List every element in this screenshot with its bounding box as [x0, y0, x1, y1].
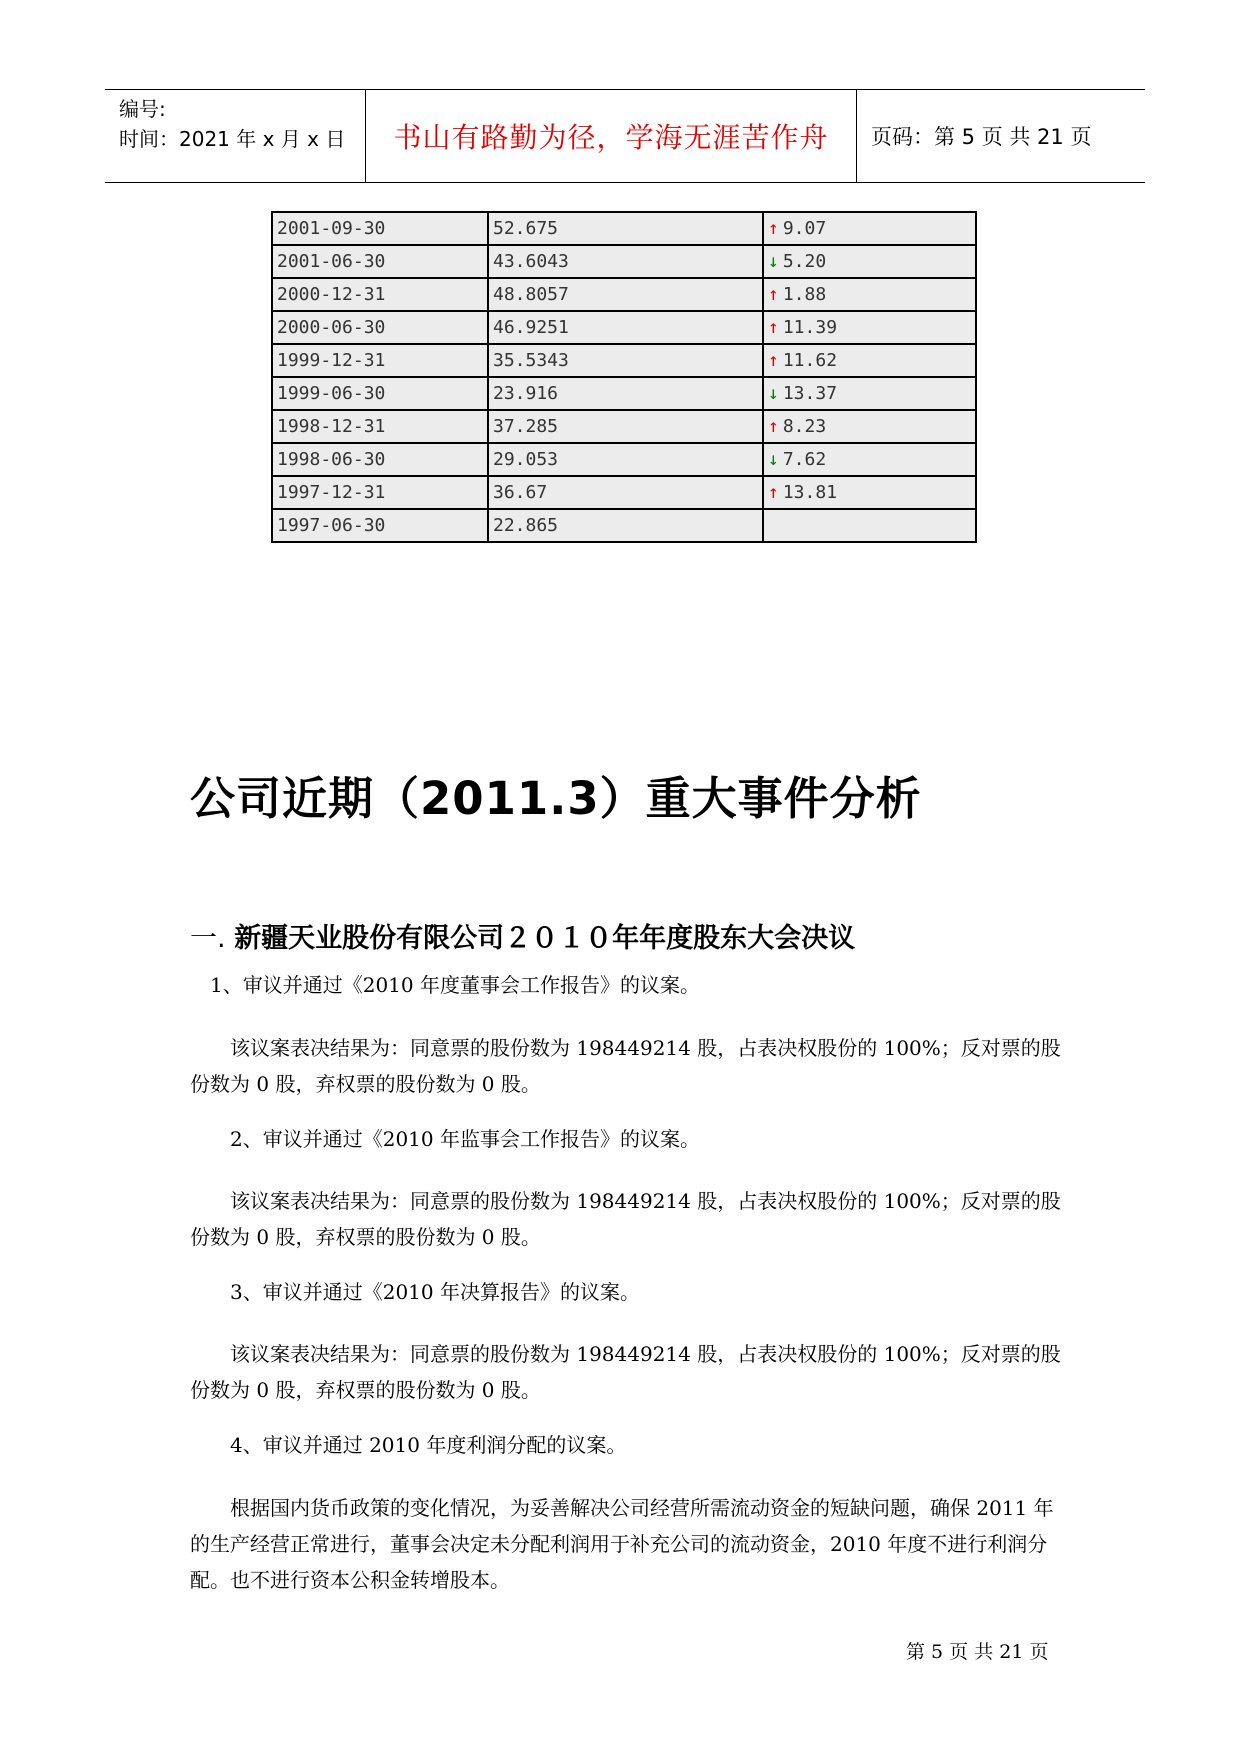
table-row: [272, 278, 976, 311]
table-row: [272, 509, 976, 542]
page-title: 公司近期（2011.3）重大事件分析: [190, 772, 922, 825]
page-header: [105, 89, 1145, 183]
resolution-2: 2、审议并通过《2010 年监事会工作报告》的议案。: [230, 1127, 700, 1151]
page-footer: 第 5 页 共 21 页: [906, 1641, 1049, 1663]
section-title: 新疆天业股份有限公司２０１０年年度股东大会决议: [234, 923, 856, 954]
change-cell: [763, 443, 976, 476]
change-cell: [763, 212, 976, 245]
value-cell: 35.5343: [488, 344, 763, 377]
date-cell: 1999-12-31: [272, 344, 488, 377]
change-cell: [763, 377, 976, 410]
arrow-up-icon: ↑: [768, 416, 779, 437]
change-value: 11.62: [782, 350, 838, 371]
date-cell: 1998-06-30: [272, 443, 488, 476]
arrow-up-icon: ↑: [768, 482, 779, 503]
change-value: 5.20: [782, 251, 827, 272]
header-meta: [105, 90, 366, 182]
table-row: [272, 377, 976, 410]
change-cell: [763, 344, 976, 377]
arrow-down-icon: ↓: [768, 383, 779, 404]
change-cell: [763, 311, 976, 344]
arrow-up-icon: ↑: [768, 317, 779, 338]
change-value: 13.37: [782, 383, 838, 404]
vote-result-1: 该议案表决结果为：同意票的股份数为 198449214 股，占表决权股份的 100%；反对票的股份数为 0 股，弃权票的股份数为 0 股。: [190, 1036, 1061, 1096]
resolution-4: 4、审议并通过 2010 年度利润分配的议案。: [230, 1433, 627, 1457]
section-number: 一.: [190, 923, 226, 954]
resolution-1: 1、审议并通过《2010 年度董事会工作报告》的议案。: [210, 973, 700, 997]
change-value: 8.23: [782, 416, 827, 437]
value-cell: 22.865: [488, 509, 763, 542]
vote-result-2: 该议案表决结果为：同意票的股份数为 198449214 股，占表决权股份的 100%；反对票的股份数为 0 股，弃权票的股份数为 0 股。: [190, 1189, 1061, 1249]
table-row: [272, 245, 976, 278]
profit-distribution-text: 根据国内货币政策的变化情况，为妥善解决公司经营所需流动资金的短缺问题，确保 2011 年的生产经营正常进行，董事会决定未分配利润用于补充公司的流动资金，2010 年度不进行利润分配。也不进行资本公积金转增股本。: [190, 1496, 1054, 1592]
header-motto: 书山有路勤为径，学海无涯苦作舟: [366, 90, 857, 182]
change-value: 9.07: [782, 218, 827, 239]
date-cell: 1998-12-31: [272, 410, 488, 443]
arrow-up-icon: ↑: [768, 284, 779, 305]
change-cell: [763, 245, 976, 278]
time-label: 时间：2021 年 x 月 x 日: [119, 127, 346, 151]
date-cell: 2001-09-30: [272, 212, 488, 245]
header-page-info: 页码：第 5 页 共 21 页: [871, 125, 1092, 149]
date-cell: 1997-12-31: [272, 476, 488, 509]
table-row: [272, 212, 976, 245]
date-cell: 2000-12-31: [272, 278, 488, 311]
value-cell: 37.285: [488, 410, 763, 443]
change-cell: [763, 476, 976, 509]
arrow-up-icon: ↑: [768, 350, 779, 371]
date-cell: 2001-06-30: [272, 245, 488, 278]
arrow-down-icon: ↓: [768, 449, 779, 470]
change-cell: [763, 410, 976, 443]
change-cell: [763, 509, 976, 542]
data-table: [271, 211, 977, 543]
change-value: 11.39: [782, 317, 838, 338]
vote-result-3: 该议案表决结果为：同意票的股份数为 198449214 股，占表决权股份的 100%；反对票的股份数为 0 股，弃权票的股份数为 0 股。: [190, 1342, 1061, 1402]
arrow-up-icon: ↑: [768, 218, 779, 239]
table-row: [272, 476, 976, 509]
table-row: [272, 443, 976, 476]
serial-label: 编号:: [119, 97, 166, 121]
table-row: [272, 344, 976, 377]
arrow-down-icon: ↓: [768, 251, 779, 272]
date-cell: 1999-06-30: [272, 377, 488, 410]
table-row: [272, 410, 976, 443]
value-cell: 46.9251: [488, 311, 763, 344]
date-cell: 1997-06-30: [272, 509, 488, 542]
section-heading: [190, 916, 855, 955]
table-row: [272, 311, 976, 344]
value-cell: 36.67: [488, 476, 763, 509]
change-value: 1.88: [782, 284, 827, 305]
value-cell: 23.916: [488, 377, 763, 410]
change-cell: [763, 278, 976, 311]
change-value: 7.62: [782, 449, 827, 470]
value-cell: 52.675: [488, 212, 763, 245]
resolution-3: 3、审议并通过《2010 年决算报告》的议案。: [230, 1280, 640, 1304]
value-cell: 29.053: [488, 443, 763, 476]
value-cell: 43.6043: [488, 245, 763, 278]
value-cell: 48.8057: [488, 278, 763, 311]
change-value: 13.81: [782, 482, 838, 503]
date-cell: 2000-06-30: [272, 311, 488, 344]
